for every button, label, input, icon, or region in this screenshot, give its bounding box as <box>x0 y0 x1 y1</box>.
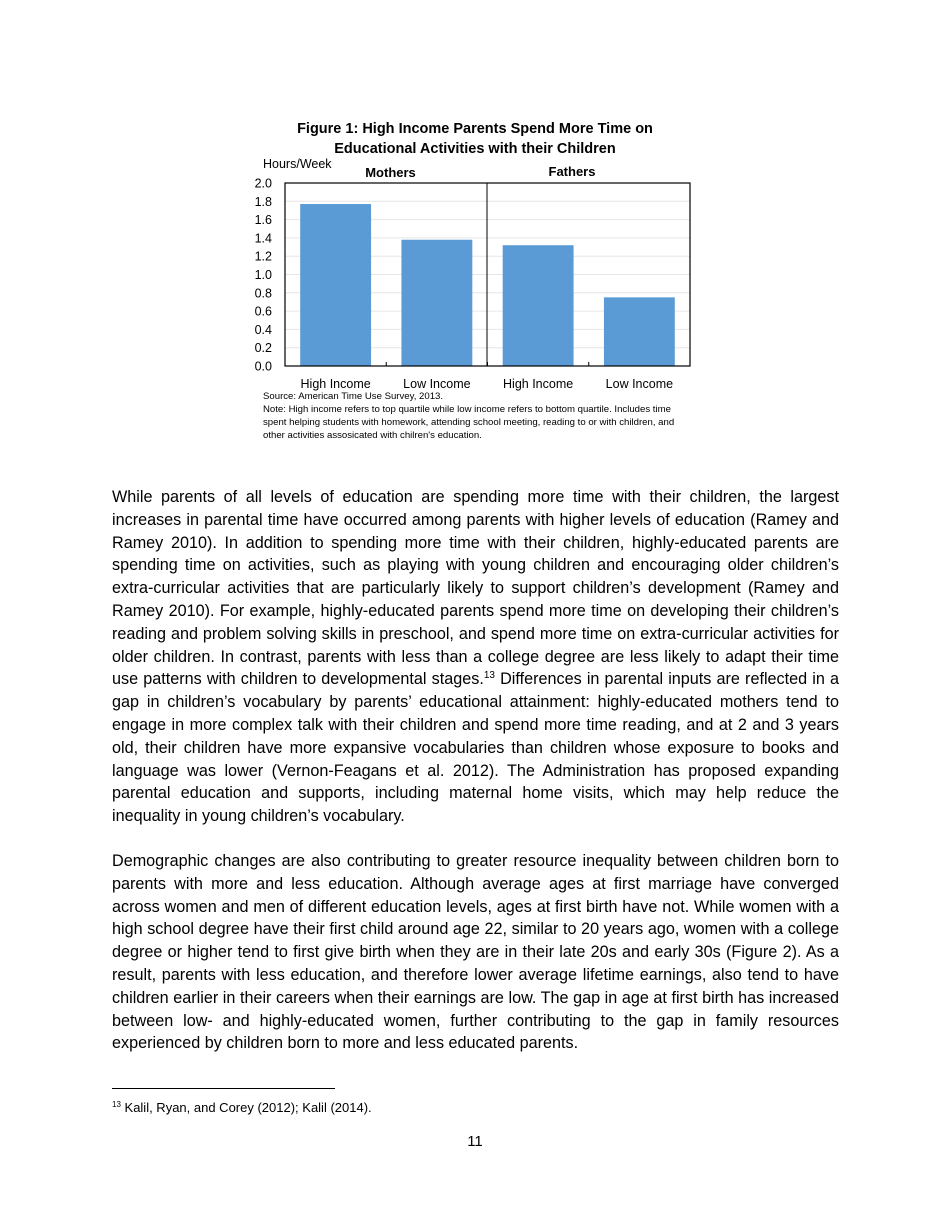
footnote-reference[interactable]: 13 <box>483 670 495 682</box>
chart-source: Source: American Time Use Survey, 2013. <box>263 391 444 402</box>
y-tick-label: 1.4 <box>254 231 272 246</box>
group-label-mothers: Mothers <box>365 165 416 180</box>
footnote <box>112 1099 372 1117</box>
y-tick-label: 0.6 <box>254 304 272 319</box>
y-tick-label: 1.6 <box>254 213 272 228</box>
figure-title-line-1: Figure 1: High Income Parents Spend More Time on <box>297 121 653 137</box>
y-tick-label: 0.2 <box>254 341 272 356</box>
x-tick-label: High Income <box>300 377 371 391</box>
body-paragraph-2: Demographic changes are also contributing to greater resource inequality between children born to parents with more and less education. Although average ages at first marriage have converged across women and men of different education levels, ages at first birth have not. While women with a high school degree have their first child around age 22, similar to 20 years ago, women with a college degree or higher tend to first give birth when they are in their late 20s and early 30s (Figure 2). As a result, parents with less education, and therefore lower average lifetime earnings, also tend to have children earlier in their careers when their earnings are low. The gap in age at first birth has increased between low- and highly-educated women, further contributing to the gap in family resources experienced by children born to more and less educated parents. <box>112 852 839 1053</box>
y-tick-label: 0.4 <box>254 322 272 337</box>
footnote-text: Kalil, Ryan, and Corey (2012); Kalil (2014). <box>120 1100 372 1115</box>
x-tick-label: High Income <box>503 377 574 391</box>
y-tick-label: 1.8 <box>254 194 272 209</box>
paragraph-1-continued: Differences in parental inputs are reflected in a gap in children’s vocabulary by parents’ educational attainment: highly-educated mothers tend to engage in more complex talk with their children and spend more time reading, and at 2 and 3 years old, their children have more expansive vocabularies than children whose exposure to books and language was lower (Vernon-Feagans et al. 2012). The Administration has proposed expanding parental education and supports, including maternal home visits, which may help reduce the inequality in young children’s vocabulary. <box>112 670 840 826</box>
footnote-divider <box>112 1088 335 1089</box>
page-number: 11 <box>467 1133 483 1150</box>
y-tick-label: 0.8 <box>254 286 272 301</box>
paragraph-1-text: While parents of all levels of education are spending more time with their children, the largest increases in parental time have occurred among parents with higher levels of education (Ramey and Ramey 2010). In addition to spending more time with their children, highly-educated parents are spending time on activities, such as playing with young children and encouraging older children’s extra-curricular activities that are particularly likely to support children’s development (Ramey and Ramey 2010). For example, highly-educated parents spend more time on developing their children’s reading and problem solving skills in preschool, and spend more time on extra-curricular activities for older children. In contrast, parents with less than a college degree are less likely to adapt their time use patterns with children to developmental stages. <box>112 488 839 689</box>
bar <box>604 297 675 366</box>
bar <box>300 204 371 366</box>
footnote-number: 13 <box>112 1100 121 1109</box>
figure-title-line-2: Educational Activities with their Children <box>334 141 616 157</box>
bar <box>503 245 574 366</box>
y-tick-label: 2.0 <box>254 176 272 191</box>
group-label-fathers: Fathers <box>548 164 596 179</box>
x-tick-label: Low Income <box>605 377 674 391</box>
bar-chart <box>250 150 700 392</box>
bar <box>401 240 472 366</box>
chart-notes <box>263 390 693 442</box>
body-paragraph-1 <box>112 486 839 828</box>
y-axis-label: Hours/Week <box>263 157 332 171</box>
y-tick-label: 1.0 <box>254 268 272 282</box>
y-tick-label: 0.0 <box>254 359 272 374</box>
x-tick-label: Low Income <box>403 377 471 391</box>
chart-note: Note: High income refers to top quartile while low income refers to bottom quartile. Includes time spent helping students with homework, attending school meeting, reading to or with children, and other activities assosicated with chilren's education. <box>263 404 675 441</box>
y-tick-label: 1.2 <box>254 249 272 264</box>
